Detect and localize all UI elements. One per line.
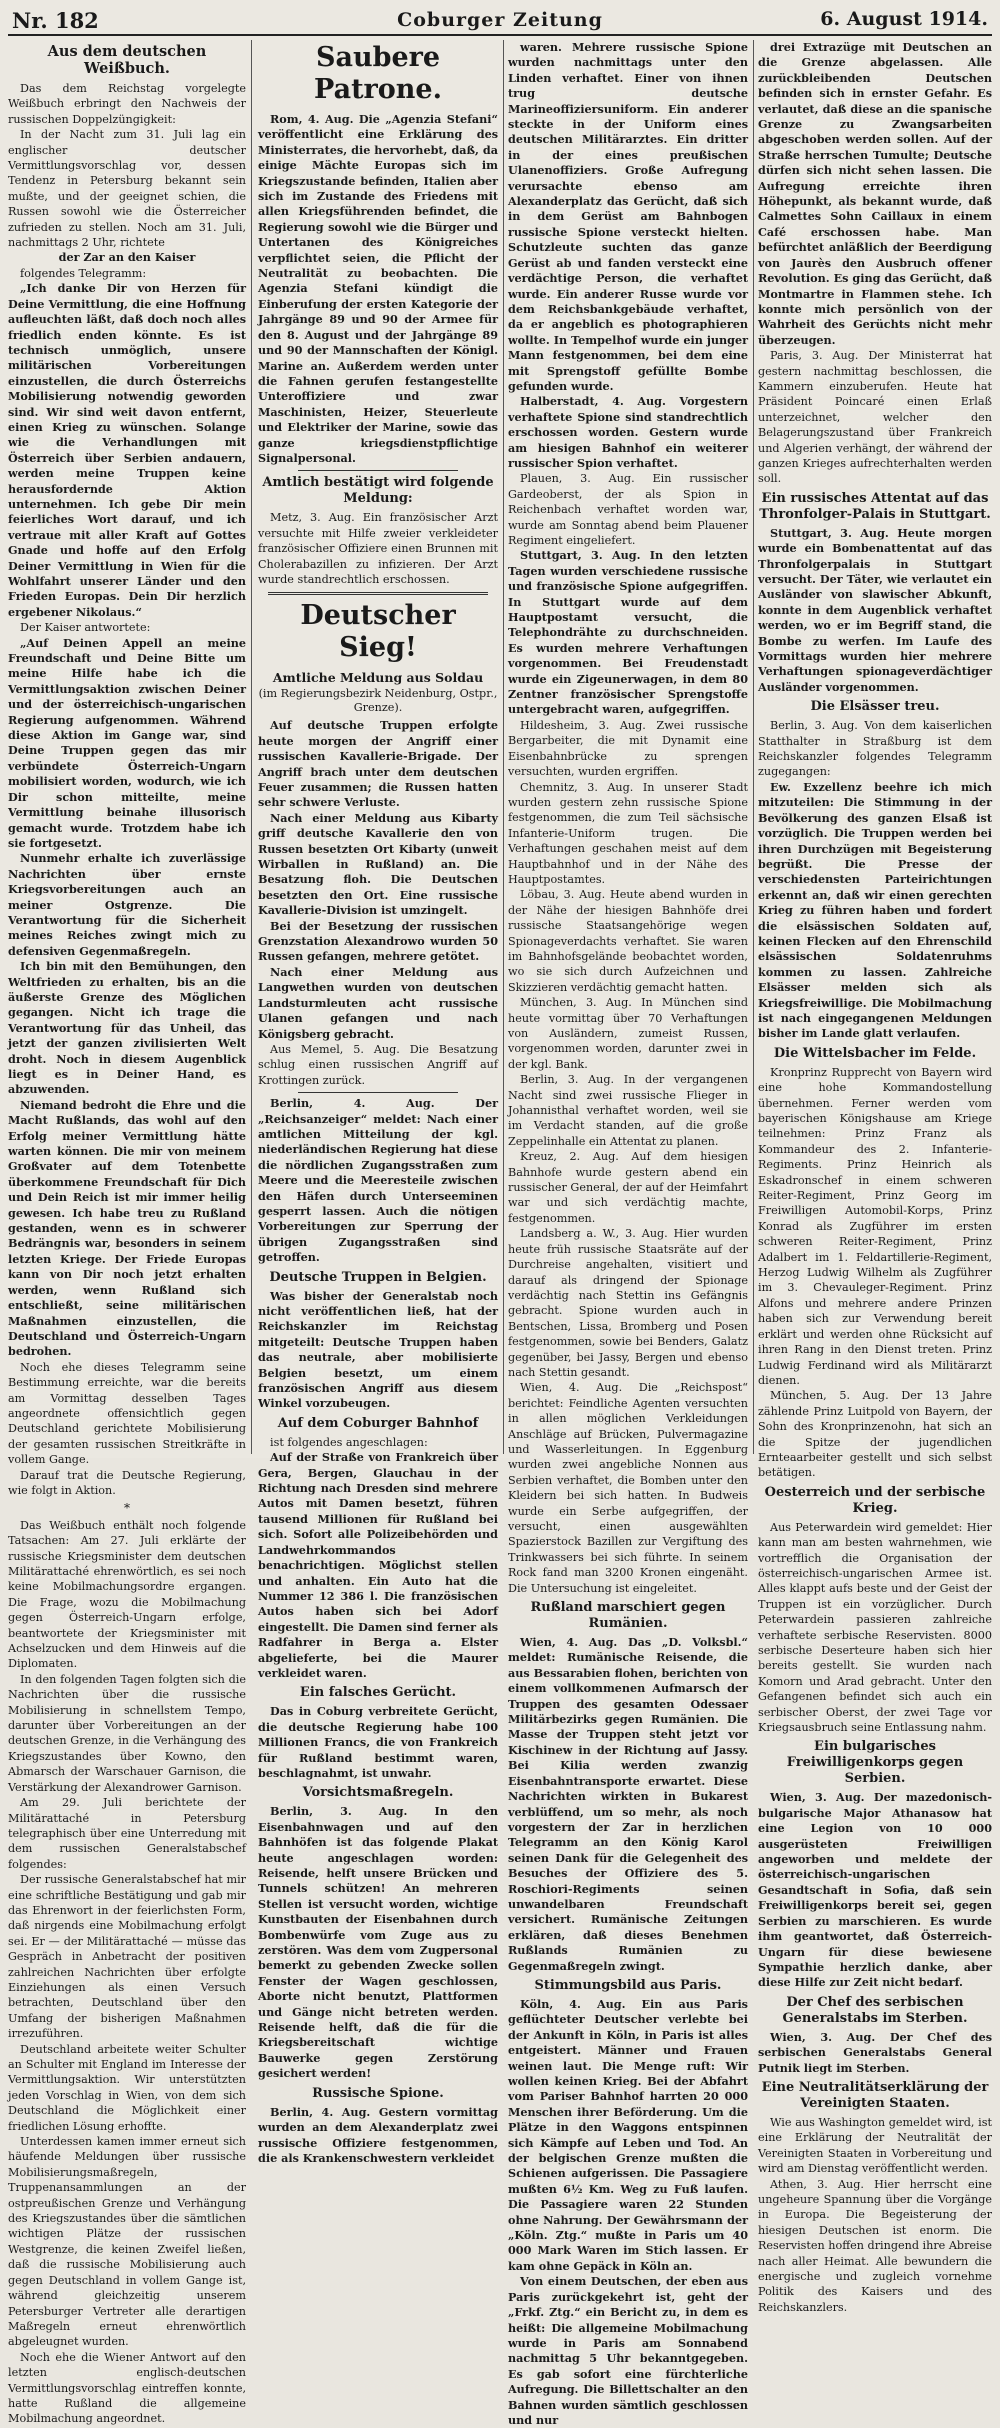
article-paragraph: Paris, 3. Aug. Der Ministerrat hat gestern nachmittag beschlossen, die Kammern einzuberufen. Heute hat Präsident Poincaré einen Erlaß unterzeichnet, welcher den Belagerungszustand über Frankreich und Algerien verhängt, der während der ganzen Krieges aufrechterhalten werden soll. [758, 349, 992, 486]
article-paragraph: drei Extrazüge mit Deutschen an die Grenze abgelassen. Alle zurückbleibenden Deutschen befinden sich in ernster Gefahr. Es verlautet, daß diese an die spanische Grenze zu Zwangsarbeiten abgeschoben werden sollen. Auf der Straße herrschen Tumulte; Deutsche dürfen sich nicht sehen lassen. Die Aufregung erreichte ihren Höhepunkt, als bekannt wurde, daß Calmettes Sohn Caillaux in einem Café erschossen habe. Man befürchtet anläßlich der Beerdigung von Jaurès den Ausbruch offener Revolution. Es ging das Gerücht, daß Montmartre in Flammen stehe. Ich konnte mich persönlich von der Wahrheit des Gerüchts nicht mehr überzeugen. [758, 40, 992, 347]
article-headline: Eine Neutralitätserklärung der Vereinigten Staaten. [761, 2079, 989, 2111]
article-headline: Oesterreich und der serbische Krieg. [764, 1484, 986, 1516]
article-subheadline: (im Regierungsbezirk Neidenburg, Ostpr., Grenze). [258, 687, 498, 715]
article-paragraph: Ew. Exzellenz beehre ich mich mitzuteilen: Die Stimmung in der Bevölkerung des ganzen Elsaß ist vorzüglich. Die Truppen werden bei ihren Durchzügen mit Begeisterung begrüßt. Die Presse der verschiedensten Parteirichtungen erkennt an, daß wir einen gerechten Krieg zu führen haben und fordert die elsässischen Soldaten auf, keinen Flecken auf den Ehrenschild elsässischen Soldatenruhms kommen zu lassen. Zahlreiche Elsässer melden sich als Kriegsfreiwillige. Die Mobilmachung ist nach eingegangenen Meldungen bisher im Lande glatt verlaufen. [758, 779, 992, 1041]
article-headline: Russische Spione. [312, 2085, 444, 2101]
article-paragraph: Chemnitz, 3. Aug. In unserer Stadt wurden gestern zehn russische Spione festgenommen, die zum Teil sächsische Infanterie-Uniform trugen. Die Verhaftungen geschahen meist auf dem Hauptbahnhof und in der Nähe des Hauptpostamtes. [508, 780, 748, 886]
article-paragraph: ist folgendes angeschlagen: [270, 1435, 428, 1449]
article-paragraph: Stuttgart, 3. Aug. In den letzten Tagen wurden verschiedene russische und französische Spione aufgegriffen. In Stuttgart wurde auf dem Hauptpostamt versucht, die Telephondrähte zu durchschneiden. Es wurden mehrere Verhaftungen vorgenommen. Bei Freudenstadt wurde ein Zigeunerwagen, in dem 80 Zentner französischer Sprengstoffe untergebracht waren, aufgegriffen. [508, 548, 748, 717]
article-subheadline: Amtliche Meldung aus Soldau [272, 670, 484, 686]
telegram-text: Niemand bedroht die Ehre und die Macht Rußlands, das wohl auf den Erfolg meiner Vermittlung hätte warten können. Die mir von meinem Großvater auf dem Totenbette überkommene Freundschaft für Dich und Dein Reich ist mir immer heilig gewesen. Ich habe treu zu Rußland gestanden, wenn es in schwerer Bedrängnis war, besonders in seinem letzten Kriege. Der Friede Europas kann von Dir noch jetzt erhalten werden, wenn Rußland sich entschließt, seine militärischen Maßnahmen einzustellen, die Deutschland und Österreich-Ungarn bedrohen. [8, 1097, 246, 1359]
article-headline: Die Elsässer treu. [810, 699, 940, 715]
article-paragraph: Halberstadt, 4. Aug. Vorgestern verhaftete Spione sind standrechtlich erschossen worden. Gestern wurde am hiesigen Bahnhof ein weiterer russischer Spion verhaftet. [508, 394, 748, 470]
article-headline: Deutsche Truppen in Belgien. [269, 1269, 487, 1285]
newspaper-title: Coburger Zeitung [397, 9, 603, 31]
masthead [8, 4, 992, 36]
article-headline: Saubere Patrone. [314, 42, 442, 105]
divider [268, 592, 488, 595]
telegram-text: „Ich danke Dir von Herzen für Deine Vermittlung, die eine Hoffnung aufleuchten läßt, daß doch noch alles friedlich enden könnte. Es ist technisch unmöglich, unsere militärischen Vorbereitungen einzustellen, die durch Österreichs Mobilisierung notwendig geworden sind. Wir sind weit davon entfernt, einen Krieg zu wünschen. Solange wie die Verhandlungen mit Österreich über Serbien andauern, werden meine Truppen keine herausfordernde Aktion unternehmen. Ich gebe Dir mein feierliches Wort darauf, und ich vertraue mit aller Kraft auf Gottes Gnade und hoffe auf den Erfolg Deiner Vermittlung in Wien für die Wohlfahrt unserer Länder und den Frieden Europas. Dein Dir herzlich ergebener Nikolaus.“ [8, 281, 246, 619]
article-paragraph: Wien, 3. Aug. Der mazedonisch-bulgarische Major Athanasow hat eine Legion von 10 000 ausgerüsteten Freiwilligen angeworben und meldete der österreichisch-ungarischen Gesandtschaft in Sofia, daß sein Freiwilligenkorps bereit sei, gegen Serbien zu marschieren. Es wurde ihm geantwortet, daß Österreich-Ungarn für diese bewiesene Sympathie herzlich danke, aber diese Hilfe zur Zeit nicht bedarf. [758, 1790, 992, 1990]
article-paragraph: Berlin, 4. Aug. Gestern vormittag wurden an dem Alexanderplatz zwei russische Offiziere festgenommen, die als Krankenschwestern verkleidet [258, 2104, 498, 2165]
article-paragraph: Darauf trat die Deutsche Regierung, wie folgt in Aktion. [8, 1468, 246, 1497]
article-paragraph: Stuttgart, 3. Aug. Heute morgen wurde ein Bombenattentat auf das Thronfolgerpalais in Stuttgart versucht. Der Täter, wie verlautet ein Ausländer von slawischer Abkunft, konnte in dem Augenblick verhaftet werden, wo er im Begriff stand, die Bombe zu werfen. Im Laufe des Vormittags wurden hier mehrere Verhaftungen spionageverdächtiger Ausländer vorgenommen. [758, 525, 992, 694]
article-paragraph: Von einem Deutschen, der eben aus Paris zurückgekehrt ist, geht der „Frkf. Ztg.“ ein Bericht zu, in dem es heißt: Die allgemeine Mobilmachung wurde in Paris am Sonnabend nachmittag 5 Uhr bekanntgegeben. Es gab sofort eine fürchterliche Aufregung. Die Billettschalter an den Bahnen wurden sämtlich geschlossen und nur [508, 2274, 748, 2427]
article-headline: Deutscher Sieg! [300, 600, 456, 664]
article-paragraph: Athen, 3. Aug. Hier herrscht eine ungeheure Spannung über die Vorgänge in Europa. Die Begeisterung der hiesigen Deutschen ist enorm. Die Reservisten hoffen dringend ihre Abreise nach aller Heimat. Alle bewundern die energische und zugleich vornehme Politik des Kaisers und des Reichskanzlers. [758, 2177, 992, 2314]
article-paragraph: Landsberg a. W., 3. Aug. Hier wurden heute früh russische Staatsräte auf der Durchreise angehalten, visitiert und darauf als dringend der Spionage verdächtig nach Stettin ins Gefängnis gebracht. Spione wurden auch in Bentschen, Lissa, Bromberg und Posen festgenommen, sowie bei Benders, Galatz gegenüber, bei Jassy, Bergen und ebenso nach Stettin gesandt. [508, 1227, 748, 1379]
article-paragraph: Plauen, 3. Aug. Ein russischer Gardeoberst, der als Spion in Reichenbach verhaftet worden war, wurde am Sonntag abend beim Plauener Regiment eingeliefert. [508, 472, 748, 547]
article-paragraph: Noch ehe dieses Telegramm seine Bestimmung erreichte, war die bereits am Vormittag desselben Tages angeordnete offensichtlich gegen Deutschland gerichtete Mobilisierung der gesamten russischen Streitkräfte in vollem Gange. [8, 1360, 246, 1467]
article-paragraph: München, 5. Aug. Der 13 Jahre zählende Prinz Luitpold von Bayern, der Sohn des Kronprinzenohn, hat sich an die Spitze der jugendlichen Ernteaarbeiter gestellt und sich selbst betätigen. [758, 1389, 992, 1480]
article-paragraph: der Zar an den Kaiser [58, 250, 196, 265]
article-paragraph: Auf der Straße von Frankreich über Gera, Bergen, Glauchau in der Richtung nach Dresden sind mehrere Autos mit Damen besetzt, führen tausend Millionen für Rußland bei sich. Sofort alle Polizeibehörden und Landwehrkommandos benachrichtigen. Möglichst stellen und anhalten. Ein Auto hat die Nummer 12 386 l. Die französischen Autos haben sich bei Adorf eingestellt. Die Damen sind ferner als Radfahrer in Berga a. Elster abgelieferte, bei die Maurer verkleidet waren. [258, 1450, 498, 1680]
article-paragraph: Kreuz, 2. Aug. Auf dem hiesigen Bahnhofe wurde gestern abend ein russischer General, der auf der Heimfahrt war und sich verdächtig machte, festgenommen. [508, 1150, 748, 1225]
article-paragraph: Der Kaiser antwortete: [20, 621, 151, 635]
article-paragraph: Hildesheim, 3. Aug. Zwei russische Bergarbeiter, die mit Dynamit eine Eisenbahnbrücke zu sprengen versuchten, wurden ergriffen. [508, 718, 748, 779]
issue-number: Nr. 182 [12, 8, 99, 33]
article-headline: Rußland marschiert gegen Rumänien. [530, 1600, 726, 1632]
article-paragraph: Wien, 4. Aug. Die „Reichspost“ berichtet: Feindliche Agenten versuchten in allen möglichen Verkleidungen Anschläge auf Brücken, Pulvermagazine und Wasserleitungen. In Eggenburg wurden zwei angebliche Nonnen aus Serbien verhaftet, die Bomben unter den Kleidern bei sich hatten. In Budweis wurde ein Serbe aufgegriffen, der versucht, einen ausgewählten Spazierstock Bazillen zur Vergiftung des Trinkwassers bei sich führte. In seinem Rock fand man 3200 Kronen eingenäht. Die Untersuchung ist eingeleitet. [508, 1381, 748, 1595]
article-paragraph: Nach einer Meldung aus Langwethen wurden von deutschen Landsturmleuten acht russische Ulanen gefangen und nach Königsberg gebracht. [258, 964, 498, 1041]
article-paragraph: Das Weißbuch enthält noch folgende Tatsachen: Am 27. Juli erklärte der russische Kriegsminister dem deutschen Militärattaché ehrenwörtlich, es sei noch keine Mobilmachungsordre ergangen. Die Frage, wozu die Mobilmachung gegen Österreich-Ungarn erfolge, beantwortete der Kriegsminister mit Achselzucken und dem Hinweis auf die Diplomaten. [8, 1518, 246, 1671]
article-paragraph: Unterdessen kamen immer erneut sich häufende Meldungen über russische Mobilisierungsmaßregeln, Truppenansammlungen an der ostpreußischen Grenze und Verhängung des Kriegszustandes über die sämtlichen wichtigen Plätze der russischen Westgrenze, die keinen Zweifel ließen, daß die russische Mobilisierung auch gegen Deutschland in vollem Gange ist, während gleichzeitig unserem Petersburger Vertreter alle derartigen Maßregeln erneut ehrenwörtlich abgeleugnet wurden. [8, 2135, 246, 2349]
article-paragraph: Am 29. Juli berichtete der Militärattaché in Petersburg telegraphisch über eine Unterredung mit dem russischen Generalstabschef folgendes: [8, 1796, 246, 1871]
article-headline: Vorsichtsmaßregeln. [302, 1785, 454, 1801]
article-paragraph: folgendes Telegramm: [20, 266, 147, 280]
telegram-text: „Auf Deinen Appell an meine Freundschaft und Deine Bitte um meine Hilfe habe ich die Vermittlungsaktion zwischen Deiner und der österreichisch-ungarischen Regierung aufgenommen. Während diese Aktion im Gange war, sind Deine Truppen gegen das mir verbündete Österreich-Ungarn mobilisiert worden, wodurch, wie ich Dir schon mitteilte, meine Vermittlung beinahe illusorisch gemacht wurde. Trotzdem habe ich sie fortgesetzt. [8, 635, 246, 850]
column-rule [251, 40, 252, 1454]
telegram-text: Nunmehr erhalte ich zuverlässige Nachrichten über ernste Kriegsvorbereitungen auch an meiner Ostgrenze. Die Verantwortung für die Sicherheit meines Reiches zwingt mich zu defensiven Gegenmaßregeln. [8, 851, 246, 958]
column-2 [258, 40, 498, 2165]
article-headline: Aus dem deutschen Weißbuch. [47, 43, 207, 77]
article-headline: Auf dem Coburger Bahnhof [277, 1415, 479, 1431]
section-separator: * [124, 1501, 130, 1516]
article-paragraph: Metz, 3. Aug. Ein französischer Arzt versuchte mit Hilfe zweier verkleideter französischer Offiziere einen Brunnen mit Cholerabazillen zu infizieren. Der Arzt wurde standrechtlich erschossen. [258, 511, 498, 586]
article-paragraph: Wien, 4. Aug. Das „D. Volksbl.“ meldet: Rumänische Reisende, die aus Bessarabien flohen, berichten von einem vollkommenen Aufmarsch der Truppen des gesamten Odessaer Militärbezirks gegen Rumänien. Die Masse der Truppen steht jetzt vor Kischinew in der Richtung auf Jassy. Bei Kilia werden zwanzig Eisenbahntransporte erwartet. Diese Nachrichten wirkten in Bukarest verblüffend, um so mehr, als noch vorgestern der Zar in herzlichen Telegramm an den König Karol seinen Dank für die Gelegenheit des Besuches der Offiziere des 5. Roschiori-Regiments seinen unwandelbaren Freundschaft versichert. Rumänische Zeitungen erklären, daß dieses Benehmen Rußlands Rumänien zu Gegenmaßregeln zwingt. [508, 1635, 748, 1973]
telegram-text: Ich bin mit den Bemühungen, den Weltfrieden zu erhalten, bis an die äußerste Grenze des Möglichen gegangen. Nicht ich trage die Verantwortung für das Unheil, das jetzt der ganzen zivilisierten Welt droht. Noch in diesem Augenblick liegt es in Deiner Hand, es abzuwenden. [8, 959, 246, 1097]
article-paragraph: Was bisher der Generalstab noch nicht veröffentlichen ließ, hat der Reichskanzler im Reichstag mitgeteilt: Deutsche Truppen haben das neutrale, aber mobilisierte Belgien besetzt, um einem französischen Angriff aus diesem Winkel vorzubeugen. [258, 1288, 498, 1411]
article-paragraph: Wien, 3. Aug. Der Chef des serbischen Generalstabs General Putnik liegt im Sterben. [758, 2029, 992, 2075]
article-paragraph: Deutschland arbeitete weiter Schulter an Schulter mit England im Interesse der Vermittlungsaktion. Wir unterstützten jeden Vorschlag in Wien, von dem sich Deutschland die Möglichkeit einer friedlichen Lösung erhoffte. [8, 2042, 246, 2133]
article-paragraph: München, 3. Aug. In München sind heute vormittag über 70 Verhaftungen von Ausländern, zumeist Russen, vorgenommen worden, darunter zwei in der kgl. Bank. [508, 996, 748, 1071]
article-paragraph: Auf deutsche Truppen erfolgte heute morgen der Angriff einer russischen Kavallerie-Brigade. Der Angriff brach unter dem deutschen Feuer zusammen; die Russen hatten sehr schwere Verluste. [258, 718, 498, 810]
column-1 [8, 40, 246, 2426]
column-rule [753, 40, 754, 1454]
article-paragraph: In den folgenden Tagen folgten sich die Nachrichten über die russische Mobilisierung in schnellstem Tempo, darunter über Vorbereitungen an der deutschen Grenze, in die Verhängung des Kriegszustandes über Kowno, den Abmarsch der Warschauer Garnison, die Verstärkung der Alexandrower Garnison. [8, 1672, 246, 1794]
article-headline: Ein russisches Attentat auf das Thronfolger-Palais in Stuttgart. [759, 490, 991, 522]
article-paragraph: Berlin, 3. Aug. In der vergangenen Nacht sind zwei russische Flieger in Johannisthal verhaftet worden, weil sie im Verdacht standen, auf die große Zeppelinhalle ein Attentat zu planen. [508, 1073, 748, 1148]
issue-date: 6. August 1914. [820, 8, 988, 30]
article-paragraph: Berlin, 4. Aug. Der „Reichsanzeiger“ meldet: Nach einer amtlichen Mitteilung der kgl. niederländischen Regierung hat diese die nördlichen Zugangsstraßen zum Meere und die Meeresteile zwischen den Häfen durch Unterseeminen gesperrt lassen. Auch die nötigen Vorbereitungen zur Sperrung der übrigen Zugangsstraßen sind getroffen. [258, 1096, 498, 1265]
article-paragraph: Nach einer Meldung aus Kibarty griff deutsche Kavallerie den von Russen besetzten Ort Kibarty (unweit Wirballen in Rußland) an. Die Besatzung floh. Die Deutschen besetzten den Ort. Eine russische Kavallerie-Division ist umzingelt. [258, 810, 498, 918]
article-paragraph: Rom, 4. Aug. Die „Agenzia Stefani“ veröffentlicht eine Erklärung des Ministerrates, die hervorhebt, daß, da einige Mächte Europas sich im Kriegszustande befinden, Italien aber sich im Zustande des Friedens mit allen Kriegsführenden befindet, die Regierung sowohl wie die Bürger und Untertanen des Königreiches verpflichtet seien, die Pflicht der Neutralität zu beobachten. Die Agenzia Stefani kündigt die Einberufung der ersten Kategorie der Jahrgänge 89 und 90 der Armee für den 8. August und der Jahrgänge 89 und 90 der Mannschaften der Königl. Marine an. Außerdem werden unter die Fahnen gerufen festangestellte Unteroffiziere und zwar Maschinisten, Heizer, Steuerleute und Elektriker der Marine, sowie das ganze kriegsdienstpflichtige Signalpersonal. [258, 112, 498, 465]
article-paragraph: Noch ehe die Wiener Antwort auf den letzten englisch-deutschen Vermittlungsvorschlag eintreffen konnte, hatte Rußland die allgemeine Mobilmachung angeordnet. [8, 2350, 246, 2426]
article-paragraph: Das in Coburg verbreitete Gerücht, die deutsche Regierung habe 100 Millionen Francs, die von Frankreich für Rußland bestimmt waren, beschlagnahmt, ist unwahr. [258, 1704, 498, 1780]
article-headline: Die Wittelsbacher im Felde. [773, 1045, 977, 1061]
article-paragraph: Wie aus Washington gemeldet wird, ist eine Erklärung der Neutralität der Vereinigten Staaten in Vorbereitung und wird am Dienstag veröffentlicht werden. [758, 2115, 992, 2176]
article-paragraph: Der russische Generalstabschef hat mir eine schriftliche Bestätigung und gab mir das Ehrenwort in der feierlichsten Form, daß nirgends eine Mobilmachung erfolgt sei. Er — der Militärattaché — müsse das Gespräch in Anbetracht der positiven zahlreichen Nachrichten über erfolgte Einziehungen als einen Versuch betrachten, Deutschland über den Umfang der bisherigen Maßnahmen irrezuführen. [8, 1873, 246, 2041]
article-paragraph: Berlin, 3. Aug. In den Eisenbahnwagen und auf den Bahnhöfen ist das folgende Plakat heute angeschlagen worden: Reisende, helft unsere Brücken und Tunnels schützen! An mehreren Stellen ist versucht worden, wichtige Kunstbauten der Eisenbahnen durch Bombenwürfe vom Zuge aus zu zerstören. Was dem vom Zugpersonal bemerkt zu gebenden Zwecke sollen Fenster der Wagen geschlossen, Aborte nicht benutzt, Plattformen und Gänge nicht betreten werden. Reisende helft, daß die für die Kriegsbereitschaft wichtige Bauwerke gegen Zerstörung gesichert werden! [258, 1804, 498, 2081]
article-paragraph: Aus Peterwardein wird gemeldet: Hier kann man am besten wahrnehmen, wie vortrefflich die Organisation der österreichisch-ungarischen Armee ist. Alles klappt aufs beste und der Geist der Truppen ist ein vorzüglicher. Durch Peterwardein passieren zahlreiche verhaftete serbische Reservisten. 8000 serbische Deserteure haben sich hier bereits gestellt. Sie wurden nach Komorn und Arad gebracht. Unter den Gefangenen befindet sich auch ein serbischer Oberst, der zwei Tage vor Kriegsausbruch seine Entlassung nahm. [758, 1520, 992, 1735]
article-paragraph: Köln, 4. Aug. Ein aus Paris geflüchteter Deutscher verlebte bei der Ankunft in Köln, in Paris ist alles entgeistert. Männer und Frauen weinen laut. Die Menge ruft: Wir wollen keinen Krieg. Bei der Abfahrt vom Pariser Bahnhof harrten 20 000 Menschen ihrer Beförderung. Um die Plätze in den Waggons entspinnen sich Kämpfe auf Leben und Tod. An der belgischen Grenze mußten die Schienen aufgerissen. Die Passagiere mußten 6½ Km. Weg zu Fuß laufen. Die Passagiere waren 22 Stunden ohne Nahrung. Der Gewährsmann der „Köln. Ztg.“ mußte in Paris um 40 000 Mark Waren im Stich lassen. Er kam ohne Gepäck in Köln an. [508, 1996, 748, 2273]
column-4 [758, 40, 992, 2314]
divider [298, 470, 458, 471]
article-paragraph: Aus Memel, 5. Aug. Die Besatzung schlug einen russischen Angriff auf Krottingen zurück. [258, 1042, 498, 1087]
article-headline: Amtlich bestätigt wird folgende Meldung: [262, 475, 494, 507]
article-paragraph: Bei der Besetzung der russischen Grenzstation Alexandrowo wurden 50 Russen gefangen, mehrere getötet. [258, 918, 498, 964]
article-headline: Stimmungsbild aus Paris. [534, 1977, 722, 1993]
column-rule [503, 40, 504, 1454]
article-headline: Ein falsches Gerücht. [299, 1685, 457, 1701]
article-headline: Ein bulgarisches Freiwilligenkorps gegen Serbien. [786, 1739, 964, 1787]
article-paragraph: Das dem Reichstag vorgelegte Weißbuch erbringt den Nachweis der russischen Doppelzüngigkeit: [8, 82, 246, 126]
article-paragraph: Berlin, 3. Aug. Von dem kaiserlichen Statthalter in Straßburg ist dem Reichskanzler folgendes Telegramm zugegangen: [758, 719, 992, 779]
article-paragraph: waren. Mehrere russische Spione wurden nachmittags unter den Linden verhaftet. Einer von ihnen trug deutsche Marineoffiziersuniform. Ein anderer steckte in der Uniform eines deutschen Militärarztes. Ein dritter in der eines preußischen Ulanenoffiziers. Große Aufregung verursachte ebenso am Alexanderplatz das Gerücht, daß sich in dem Gerüst am Bahnbogen russische Spione versteckt hielten. Schutzleute suchten das ganze Gerüst ab und fanden versteckt eine verdächtige Person, die verhaftet wurde. Ein anderer Russe wurde vor dem Reichsbankgebäude verhaftet, da er angeblich es photographieren wollte. In Tempelhof wurde ein junger Mann festgenommen, bei dem eine mit Sprengstoff gefüllte Bombe gefunden wurde. [508, 40, 748, 393]
article-paragraph: Löbau, 3. Aug. Heute abend wurden in der Nähe der hiesigen Bahnhöfe drei russische Staatsangehörige wegen Spionageverdachts verhaftet. Sie waren im Bahnhofsgelände beobachtet worden, wo sie sich durch Aufzeichnen und Skizzieren verdächtig gemacht hatten. [508, 888, 748, 994]
article-paragraph: Kronprinz Rupprecht von Bayern wird eine hohe Kommandostellung übernehmen. Ferner werden vom bayerischen Königshause am Kriege teilnehmen: Prinz Franz als Kommandeur des 2. Infanterie-Regiments. Prinz Heinrich als Eskadronschef in einem schweren Reiter-Regiment, Prinz Georg im Freiwilligen Automobil-Korps, Prinz Konrad als Zugführer im ersten schweren Reiter-Regiment, Prinz Adalbert im 1. Feldartillerie-Regiment, Herzog Ludwig Wilhelm als Zugführer im 3. Chevauleger-Regiment. Prinz Alfons und mehrere andere Prinzen haben sich zur Verwendung bereit erklärt und werden ohne Rücksicht auf ihren Rang in den Dienst treten. Prinz Ludwig Ferdinand wird als Militärarzt dienen. [758, 1065, 992, 1387]
column-3 [508, 40, 748, 2427]
divider [298, 1092, 458, 1093]
article-paragraph: In der Nacht zum 31. Juli lag ein englischer deutscher Vermittlungsvorschlag vor, dessen Tendenz in Petersburg bekannt sein mußte, und der geeignet schien, die Russen sowohl wie die Österreicher zufrieden zu stellen. Noch am 31. Juli, nachmittags 2 Uhr, richtete [8, 128, 246, 250]
article-headline: Der Chef des serbischen Generalstabs im Sterben. [782, 1994, 968, 2026]
